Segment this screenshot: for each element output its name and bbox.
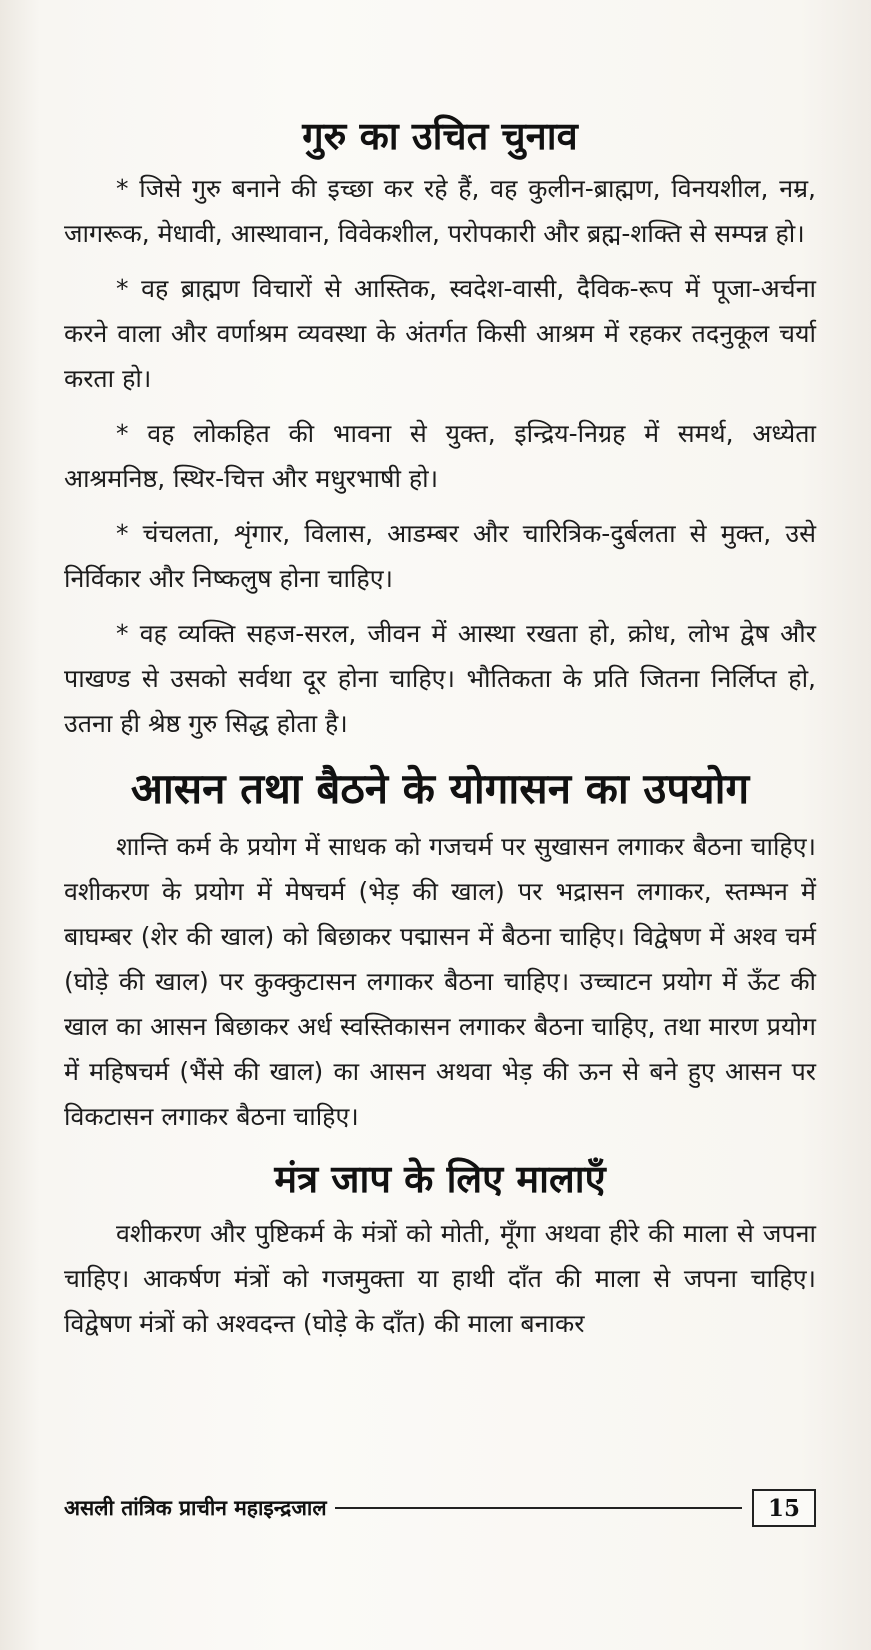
paragraph-mala-1: वशीकरण और पुष्टिकर्म के मंत्रों को मोती, मूँगा अथवा हीरे की माला से जपना चाहिए। आकर्षण मंत्रों को गजमुक्ता या हाथी दाँत की माला से जपना चाहिए। विद्वेषण मंत्रों को अश्वदन्त (घोड़े के दाँत) की माला बनाकर <box>64 1219 816 1338</box>
paragraph-asan-1: शान्ति कर्म के प्रयोग में साधक को गजचर्म पर सुखासन लगाकर बैठना चाहिए। वशीकरण के प्रयोग में मेषचर्म (भेड़ की खाल) पर भद्रासन लगाकर, स्तम्भन में बाघम्बर (शेर की खाल) को बिछाकर पद्मासन में बैठना चाहिए। विद्वेषण में अश्व चर्म (घोड़े की खाल) पर कुक्कुटासन लगाकर बैठना चाहिए। उच्चाटन प्रयोग में ऊँट की खाल का आसन बिछाकर अर्ध स्वस्तिकासन लगाकर बैठना चाहिए, तथा मारण प्रयोग में महिषचर्म (भैंसे की खाल) का आसन अथवा भेड़ की ऊन से बने हुए आसन पर विकटासन लगाकर बैठना चाहिए। <box>64 832 816 1131</box>
paragraph-guru-5: * वह व्यक्ति सहज-सरल, जीवन में आस्था रखता हो, क्रोध, लोभ द्वेष और पाखण्ड से उसको सर्वथा दूर होना चाहिए। भौतिकता के प्रति जितना निर्लिप्त हो, उतना ही श्रेष्ठ गुरु सिद्ध होता है। <box>64 619 816 738</box>
paragraph-guru-3: * वह लोकहित की भावना से युक्त, इन्द्रिय-निग्रह में समर्थ, अध्येता आश्रमनिष्ठ, स्थिर-चित्त और मधुरभाषी हो। <box>64 419 816 493</box>
page-content <box>64 108 816 1356</box>
footer-book-title: असली तांत्रिक प्राचीन महाइन्द्रजाल <box>64 1496 327 1520</box>
paragraph-guru-1: * जिसे गुरु बनाने की इच्छा कर रहे हैं, वह कुलीन-ब्राह्मण, विनयशील, नम्र, जागरूक, मेधावी, आस्थावान, विवेकशील, परोपकारी और ब्रह्म-शक्ति से सम्पन्न हो। <box>64 174 816 248</box>
paragraph-guru-4: * चंचलता, शृंगार, विलास, आडम्बर और चारित्रिक-दुर्बलता से मुक्त, उसे निर्विकार और निष्कलुष होना चाहिए। <box>64 519 816 593</box>
heading-asan-usage: आसन तथा बैठने के योगासन का उपयोग <box>130 764 750 813</box>
paragraph-guru-2: * वह ब्राह्मण विचारों से आस्तिक, स्वदेश-वासी, दैविक-रूप में पूजा-अर्चना करने वाला और वर्णाश्रम व्यवस्था के अंतर्गत किसी आश्रम में रहकर तदनुकूल चर्या करता हो। <box>64 274 816 393</box>
heading-guru-selection: गुरु का उचित चुनाव <box>302 114 578 158</box>
heading-mantra-malas: मंत्र जाप के लिए मालाएँ <box>274 1157 606 1201</box>
page-footer <box>64 1486 816 1530</box>
page-number-box: 15 <box>752 1489 816 1527</box>
footer-rule <box>335 1507 742 1509</box>
